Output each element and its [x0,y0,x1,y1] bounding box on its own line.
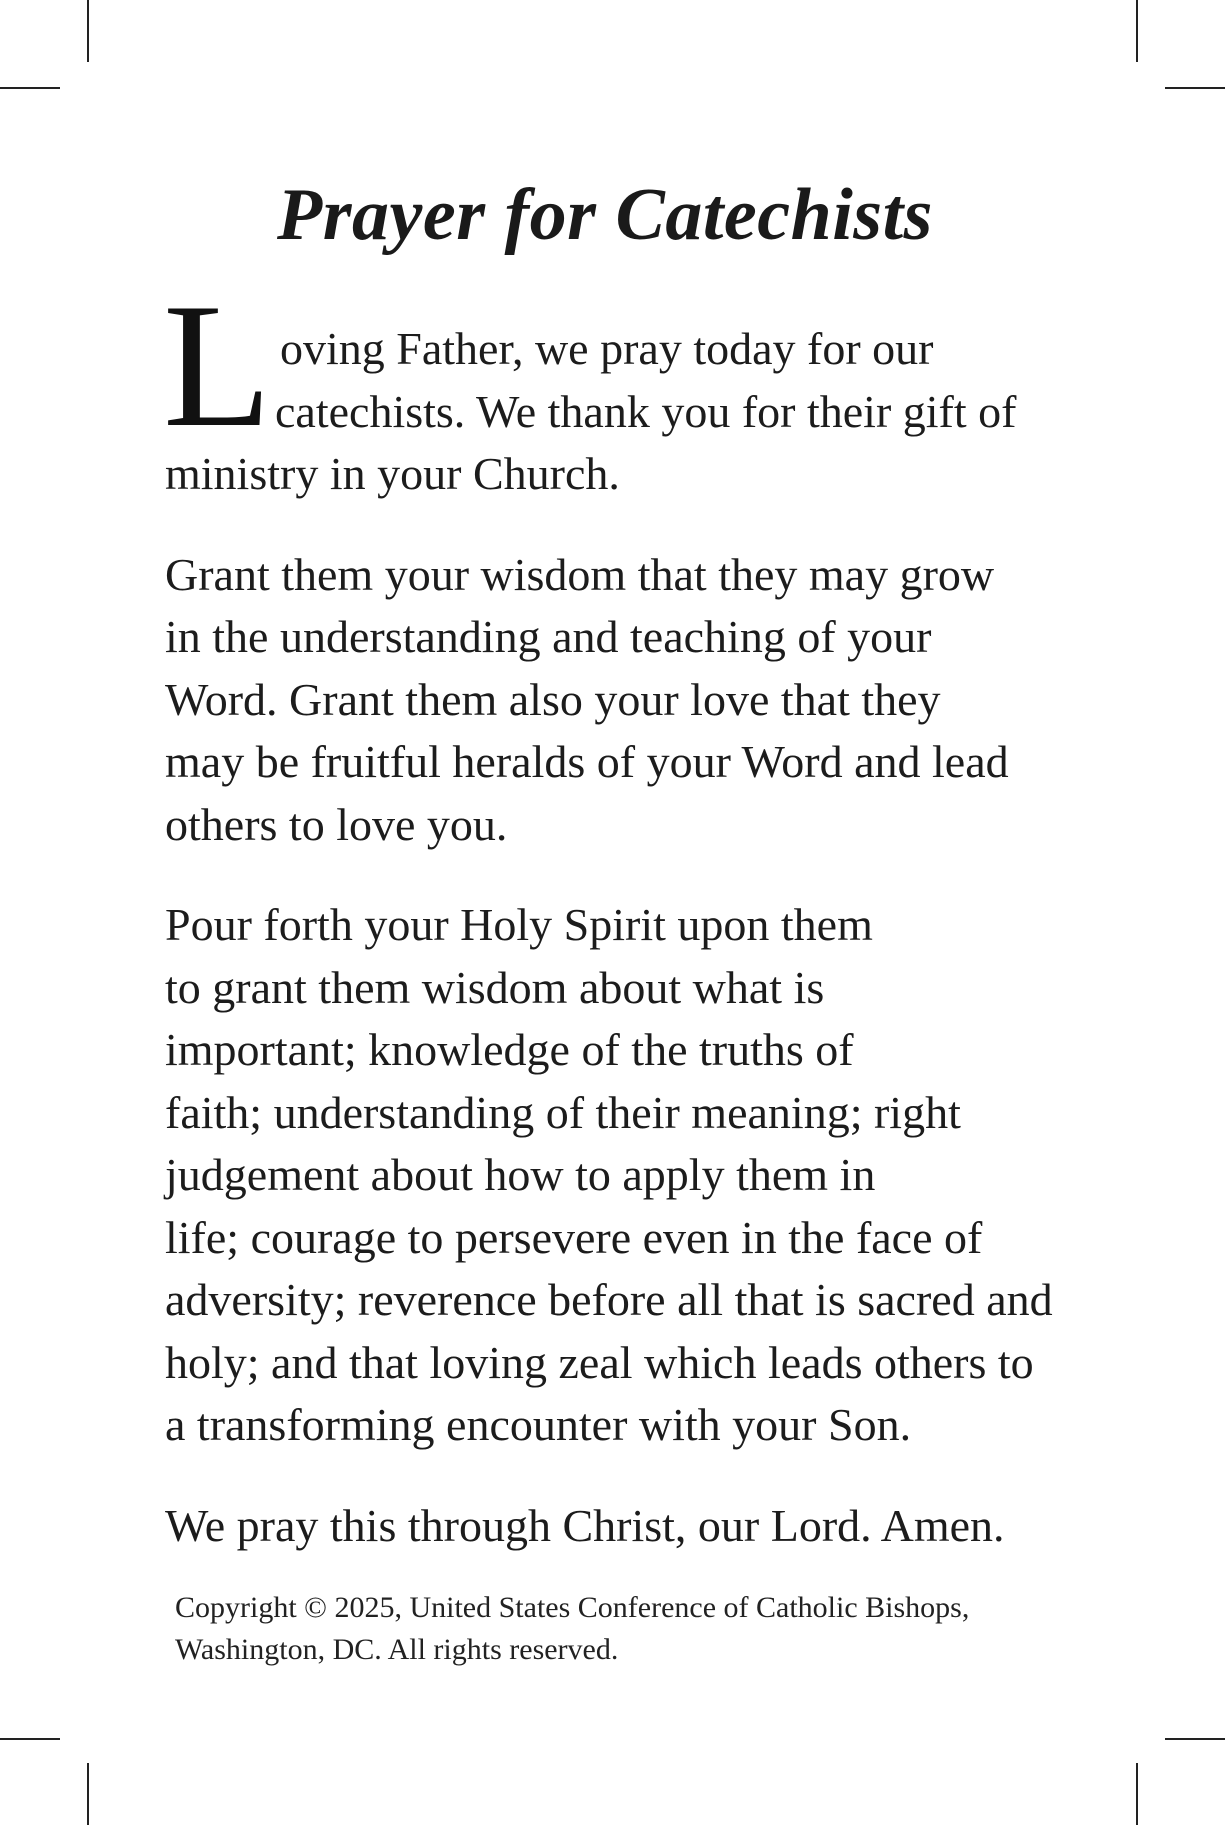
paragraph-line: important; knowledge of the truths of [165,1024,854,1075]
prayer-title: Prayer for Catechists [277,174,933,256]
crop-mark-top-right-horizontal [1165,87,1225,89]
paragraph-line: catechists. We thank you for their gift of [275,385,1017,437]
paragraph-line: Grant them your wisdom that they may grow [165,548,995,600]
paragraph-line: We pray this through Christ, our Lord. Amen. [165,1499,1005,1551]
paragraph-line: life; courage to persevere even in the face of [165,1211,983,1263]
crop-mark-bottom-right-horizontal [1165,1738,1225,1740]
prayer-paragraph-2 [165,544,1065,857]
crop-mark-top-left-horizontal [0,87,60,89]
paragraph-line: adversity; reverence before all that is sacred and [165,1274,1053,1325]
crop-mark-top-left-vertical [87,0,89,62]
paragraph-line: ministry in your Church. [165,448,620,499]
paragraph-line: Word. Grant them also your love that they [165,673,941,725]
paragraph-line: a transforming encounter with your Son. [165,1399,912,1450]
paragraph-line: others to love you. [165,798,508,850]
paragraph-line: Pour forth your Holy Spirit upon them [165,899,873,950]
prayer-paragraph-3 [165,894,1065,1457]
copyright-line: Copyright © 2025, United States Conference of Catholic Bishops, [175,1591,970,1624]
prayer-paragraph-4 [165,1495,1065,1558]
paragraph-line: holy; and that loving zeal which leads others to [165,1336,1034,1388]
prayer-paragraph-1 [165,318,1065,506]
paragraph-line: oving Father, we pray today for our [280,323,934,374]
prayer-card [165,170,1065,1671]
paragraph-line: may be fruitful heralds of your Word and lead [165,736,1009,787]
paragraph-line: judgement about how to apply them in [165,1149,876,1200]
paragraph-line: to grant them wisdom about what is [165,961,825,1013]
crop-mark-bottom-left-horizontal [0,1738,60,1740]
paragraph-line: faith; understanding of their meaning; right [165,1086,961,1138]
crop-mark-bottom-left-vertical [87,1763,89,1825]
copyright-notice [175,1587,1065,1671]
crop-mark-bottom-right-vertical [1136,1763,1138,1825]
paragraph-line: in the understanding and teaching of your [165,611,932,662]
drop-cap-letter: L [163,266,272,464]
crop-mark-top-right-vertical [1136,0,1138,62]
copyright-line: Washington, DC. All rights reserved. [175,1633,619,1666]
